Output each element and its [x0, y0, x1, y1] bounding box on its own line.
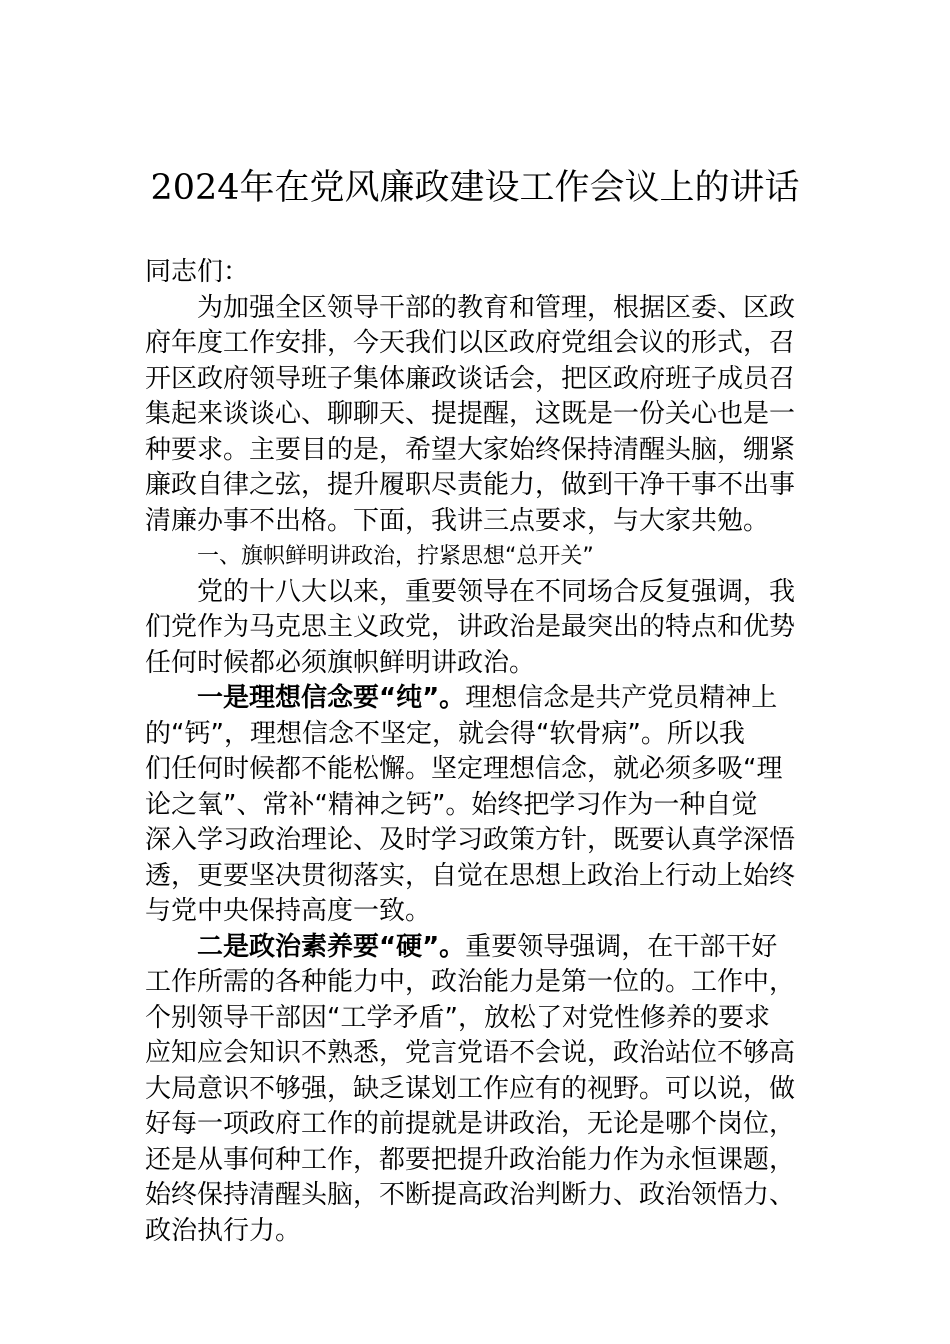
salutation: 同志们： — [145, 257, 250, 287]
document-body — [145, 255, 810, 1249]
point-2-line: 政治执行力。 — [145, 1215, 302, 1246]
point-1-line: 与党中央保持高度一致。 — [145, 896, 432, 926]
point-2-line: 还是从事何种工作，都要把提升政治能力作为永恒课题， — [145, 1144, 796, 1175]
intro-line: 廉政自律之弦，提升履职尽责能力，做到干净干事不出事 — [145, 470, 796, 500]
point-1-line: 深入学习政治理论、及时学习政策方针，既要认真学深悟 — [145, 825, 796, 855]
intro-line: 种要求。主要目的是，希望大家始终保持清醒头脑，绷紧 — [145, 434, 796, 465]
intro-line: 府年度工作安排，今天我们以区政府党组会议的形式，召 — [145, 328, 796, 358]
point-2-first-line-text: 重要领导强调，在干部干好 — [465, 931, 778, 962]
point-2-line: 个别领导干部因“工学矛盾”，放松了对党性修养的要求 — [145, 1002, 770, 1033]
point-1-lead: 一是理想信念要“纯”。 — [197, 683, 466, 713]
point-2-line: 大局意识不够强，缺乏谋划工作应有的视野。可以说，做 — [145, 1073, 796, 1104]
section-intro-line: 任何时候都必须旗帜鲜明讲政治。 — [145, 647, 536, 678]
point-1-first-line-text: 理想信念是共产党员精神上 — [465, 683, 778, 713]
point-2-lead: 二是政治素养要“硬”。 — [197, 931, 466, 962]
section-heading: 一、旗帜鲜明讲政治，拧紧思想“总开关” — [197, 544, 594, 569]
point-1-line: 们任何时候都不能松懈。坚定理想信念，就必须多吸“理 — [145, 754, 783, 784]
point-2-line: 工作所需的各种能力中，政治能力是第一位的。工作中， — [145, 967, 796, 997]
point-2-line: 应知应会知识不熟悉，党言党语不会说，政治站位不够高 — [145, 1038, 796, 1068]
point-1-line: 的“钙”，理想信念不坚定，就会得“软骨病”。所以我 — [145, 718, 745, 749]
point-2-first-line — [145, 930, 810, 966]
section-intro-line: 们党作为马克思主义政党，讲政治是最突出的特点和优势 — [145, 612, 796, 642]
point-1-line: 论之氧”、常补“精神之钙”。始终把学习作为一种自觉 — [145, 789, 758, 820]
intro-line: 清廉办事不出格。下面，我讲三点要求，与大家共勉。 — [145, 505, 770, 536]
point-2-line: 好每一项政府工作的前提就是讲政治，无论是哪个岗位， — [145, 1109, 796, 1139]
point-1-line: 透，更要坚决贯彻落实，自觉在思想上政治上行动上始终 — [145, 860, 796, 891]
intro-line: 集起来谈谈心、聊聊天、提提醒，这既是一份关心也是一 — [145, 399, 796, 429]
point-2-line: 始终保持清醒头脑，不断提高政治判断力、政治领悟力、 — [145, 1180, 796, 1210]
intro-line: 为加强全区领导干部的教育和管理，根据区委、区政 — [197, 292, 796, 323]
intro-line: 开区政府领导班子集体廉政谈话会，把区政府班子成员召 — [145, 363, 796, 394]
section-intro-line: 党的十八大以来，重要领导在不同场合反复强调，我 — [197, 576, 796, 607]
document-title: 2024年在党风廉政建设工作会议上的讲话 — [150, 168, 800, 208]
point-1-first-line — [145, 681, 810, 717]
